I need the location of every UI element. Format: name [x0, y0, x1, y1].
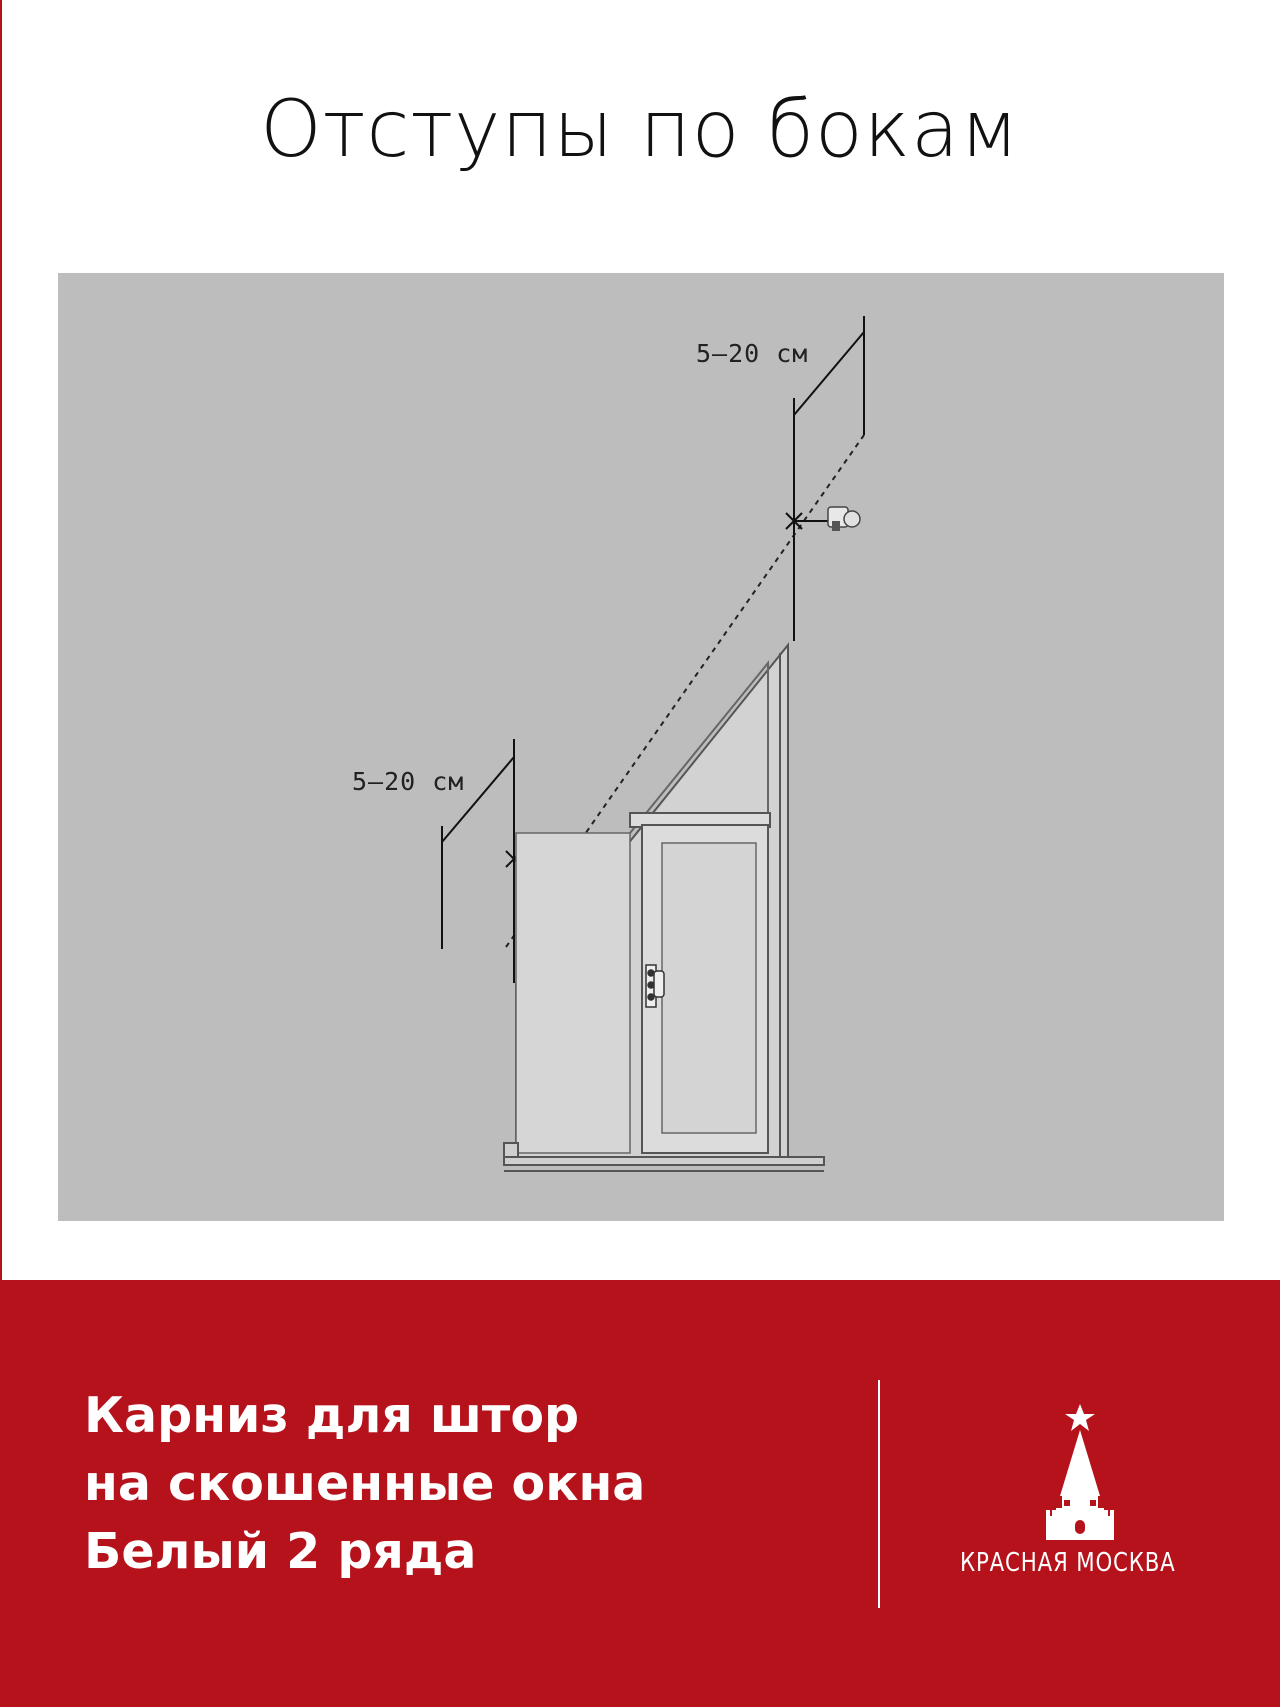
accent-edge	[0, 0, 2, 1280]
footer-divider	[878, 1380, 880, 1608]
diagram-panel	[58, 273, 1224, 1221]
product-footer	[0, 1280, 1280, 1707]
window-fixed-pane	[516, 833, 630, 1153]
product-title-line-1: Карниз для штор	[84, 1387, 580, 1444]
kremlin-tower-logo-icon	[1000, 1404, 1160, 1544]
mount-point-mark-upper	[786, 513, 830, 529]
lower-offset-label: 5–20 см	[352, 767, 465, 796]
page-title: Отступы по бокам	[260, 85, 1020, 175]
slanted-window-diagram	[58, 273, 1224, 1221]
product-title-line-3: Белый 2 ряда	[84, 1523, 477, 1580]
brand-name: КРАСНАЯ МОСКВА	[960, 1548, 1176, 1578]
upper-offset-label: 5–20 см	[696, 339, 809, 368]
product-title	[84, 1382, 645, 1586]
bracket-icon	[828, 507, 860, 531]
window-sash-glass	[662, 843, 756, 1133]
product-title-line-2: на скошенные окна	[84, 1455, 646, 1512]
